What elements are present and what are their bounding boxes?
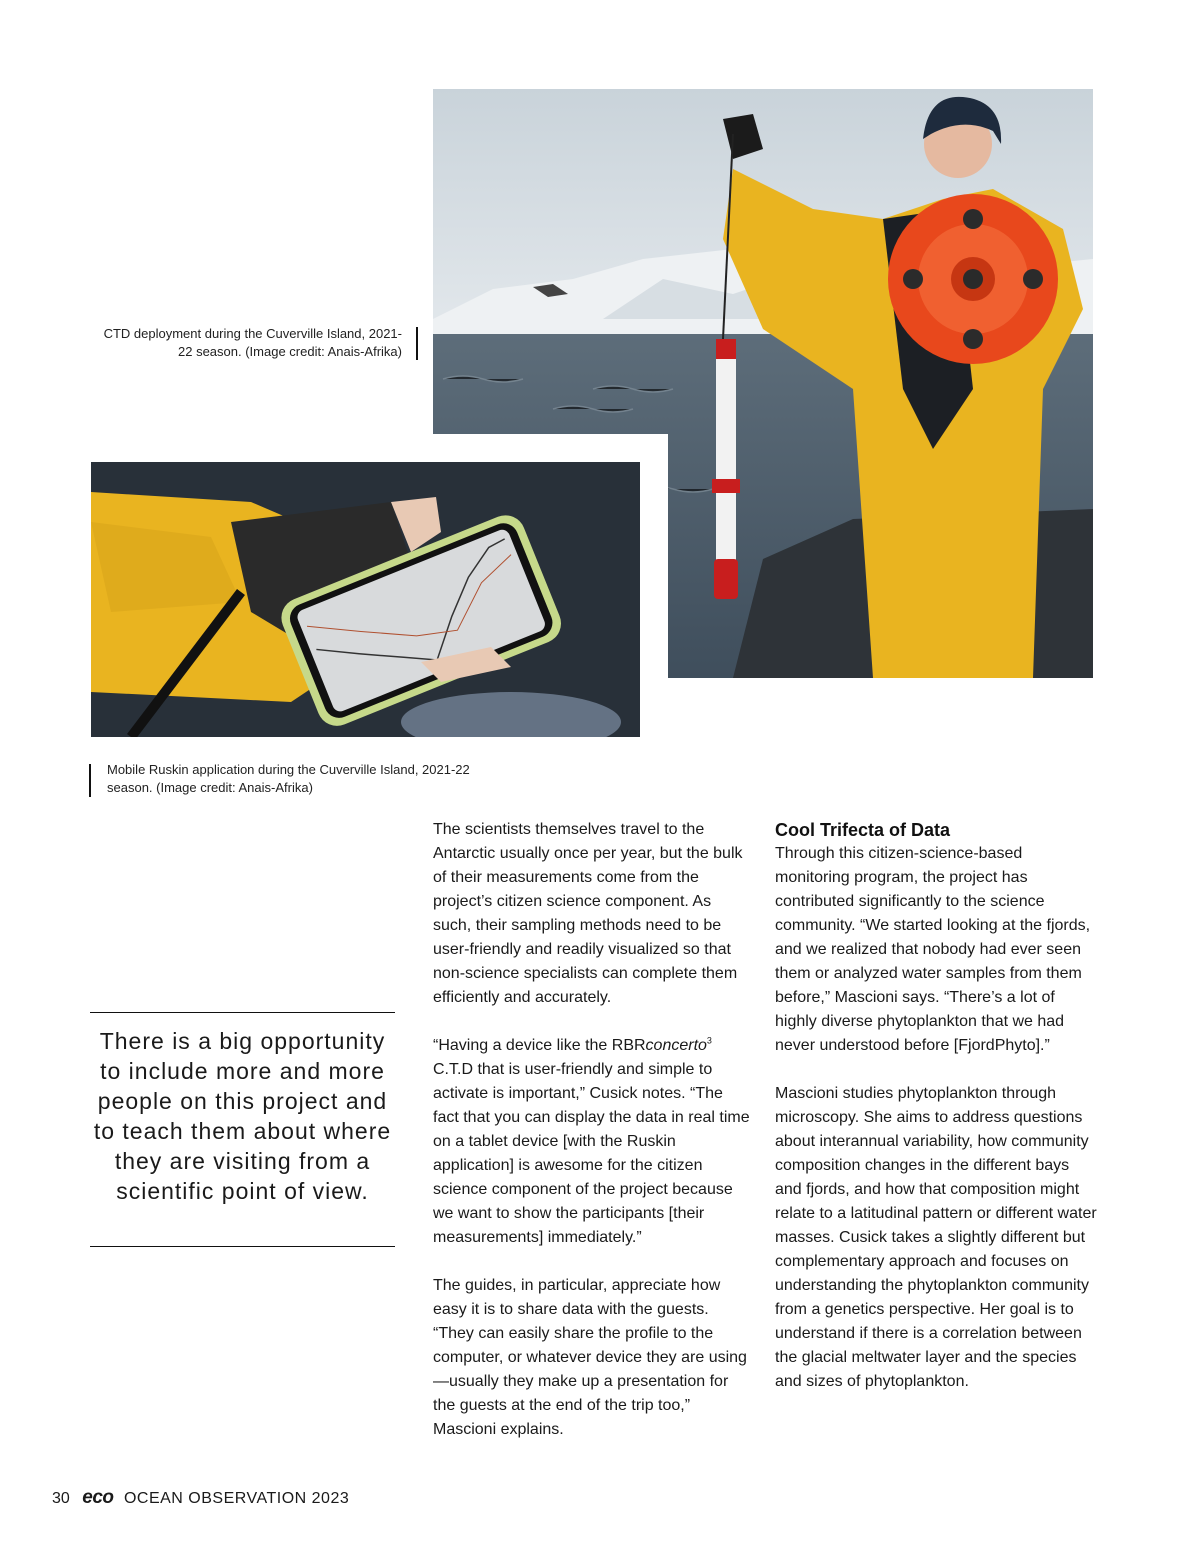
ctd-photo-caption: CTD deployment during the Cuverville Island, 2021-22 season. (Image credit: Anais-Afrika) [103, 326, 402, 359]
pull-quote-bottom-rule [90, 1246, 395, 1247]
article-column-1 [433, 818, 751, 1466]
caption-rule [416, 327, 418, 360]
article-column-2 [775, 818, 1097, 1418]
paragraph: The scientists themselves travel to the Antarctic usually once per year, but the bulk of their measurements come from the project’s citizen science component. As such, their sampling methods need to be user-friendly and readily visualized so that non-science specialists can complete them efficiently and accurately. [433, 821, 743, 1006]
text-span: C.T.D that is user-friendly and simple to activate is important,” Cusick notes. “The fact that you can display the data in real time on a tablet device [with the Ruskin application] is awesome for the citizen science component of the project because we want to show the participants [their measurements] immediately.” [433, 1061, 750, 1246]
section-heading: Cool Trifecta of Data [775, 820, 951, 840]
eco-logo: eco [82, 1487, 114, 1508]
pull-quote-top-rule [90, 1012, 395, 1013]
superscript: 3 [706, 1035, 712, 1046]
page-number: 30 [52, 1490, 70, 1507]
text-span: “Having a device like the RBR [433, 1037, 646, 1054]
product-name: concerto [645, 1037, 707, 1054]
mobile-photo-caption: Mobile Ruskin application during the Cuverville Island, 2021-22 season. (Image credit: Anais-Afrika) [107, 762, 470, 795]
paragraph [433, 1034, 751, 1250]
pull-quote: There is a big opportunity to include more and more people on this project and to teach them about where they are visiting from a scientific point of view. [93, 1028, 392, 1204]
paragraph: Mascioni studies phytoplankton through microscopy. She aims to address questions about interannual variability, how community composition changes in the different bays and fjords, and how that composition might relate to a latitudinal pattern or different water masses. Cusick takes a slightly different but complementary approach and focuses on understanding the phytoplankton community from a genetics perspective. Her goal is to understand if there is a correlation between the glacial meltwater layer and the species and sizes of phytoplankton. [775, 1085, 1097, 1390]
paragraph: Through this citizen-science-based monitoring program, the project has contributed significantly to the science community. “We started looking at the fjords, and we realized that nobody had ever seen them or analyzed water samples from them before,” Mascioni says. “There’s a lot of highly diverse phytoplankton that we had never understood before [FjordPhyto].” [775, 845, 1091, 1054]
page-footer [52, 1488, 349, 1509]
mobile-ruskin-photo [91, 462, 640, 737]
caption-rule [89, 764, 91, 797]
paragraph: The guides, in particular, appreciate how easy it is to share data with the guests. “They can easily share the profile to the computer, or whatever device they are using—usually they make up a presentation for the guests at the end of the trip too,” Mascioni explains. [433, 1277, 747, 1438]
publication-title: OCEAN OBSERVATION 2023 [123, 1490, 350, 1507]
